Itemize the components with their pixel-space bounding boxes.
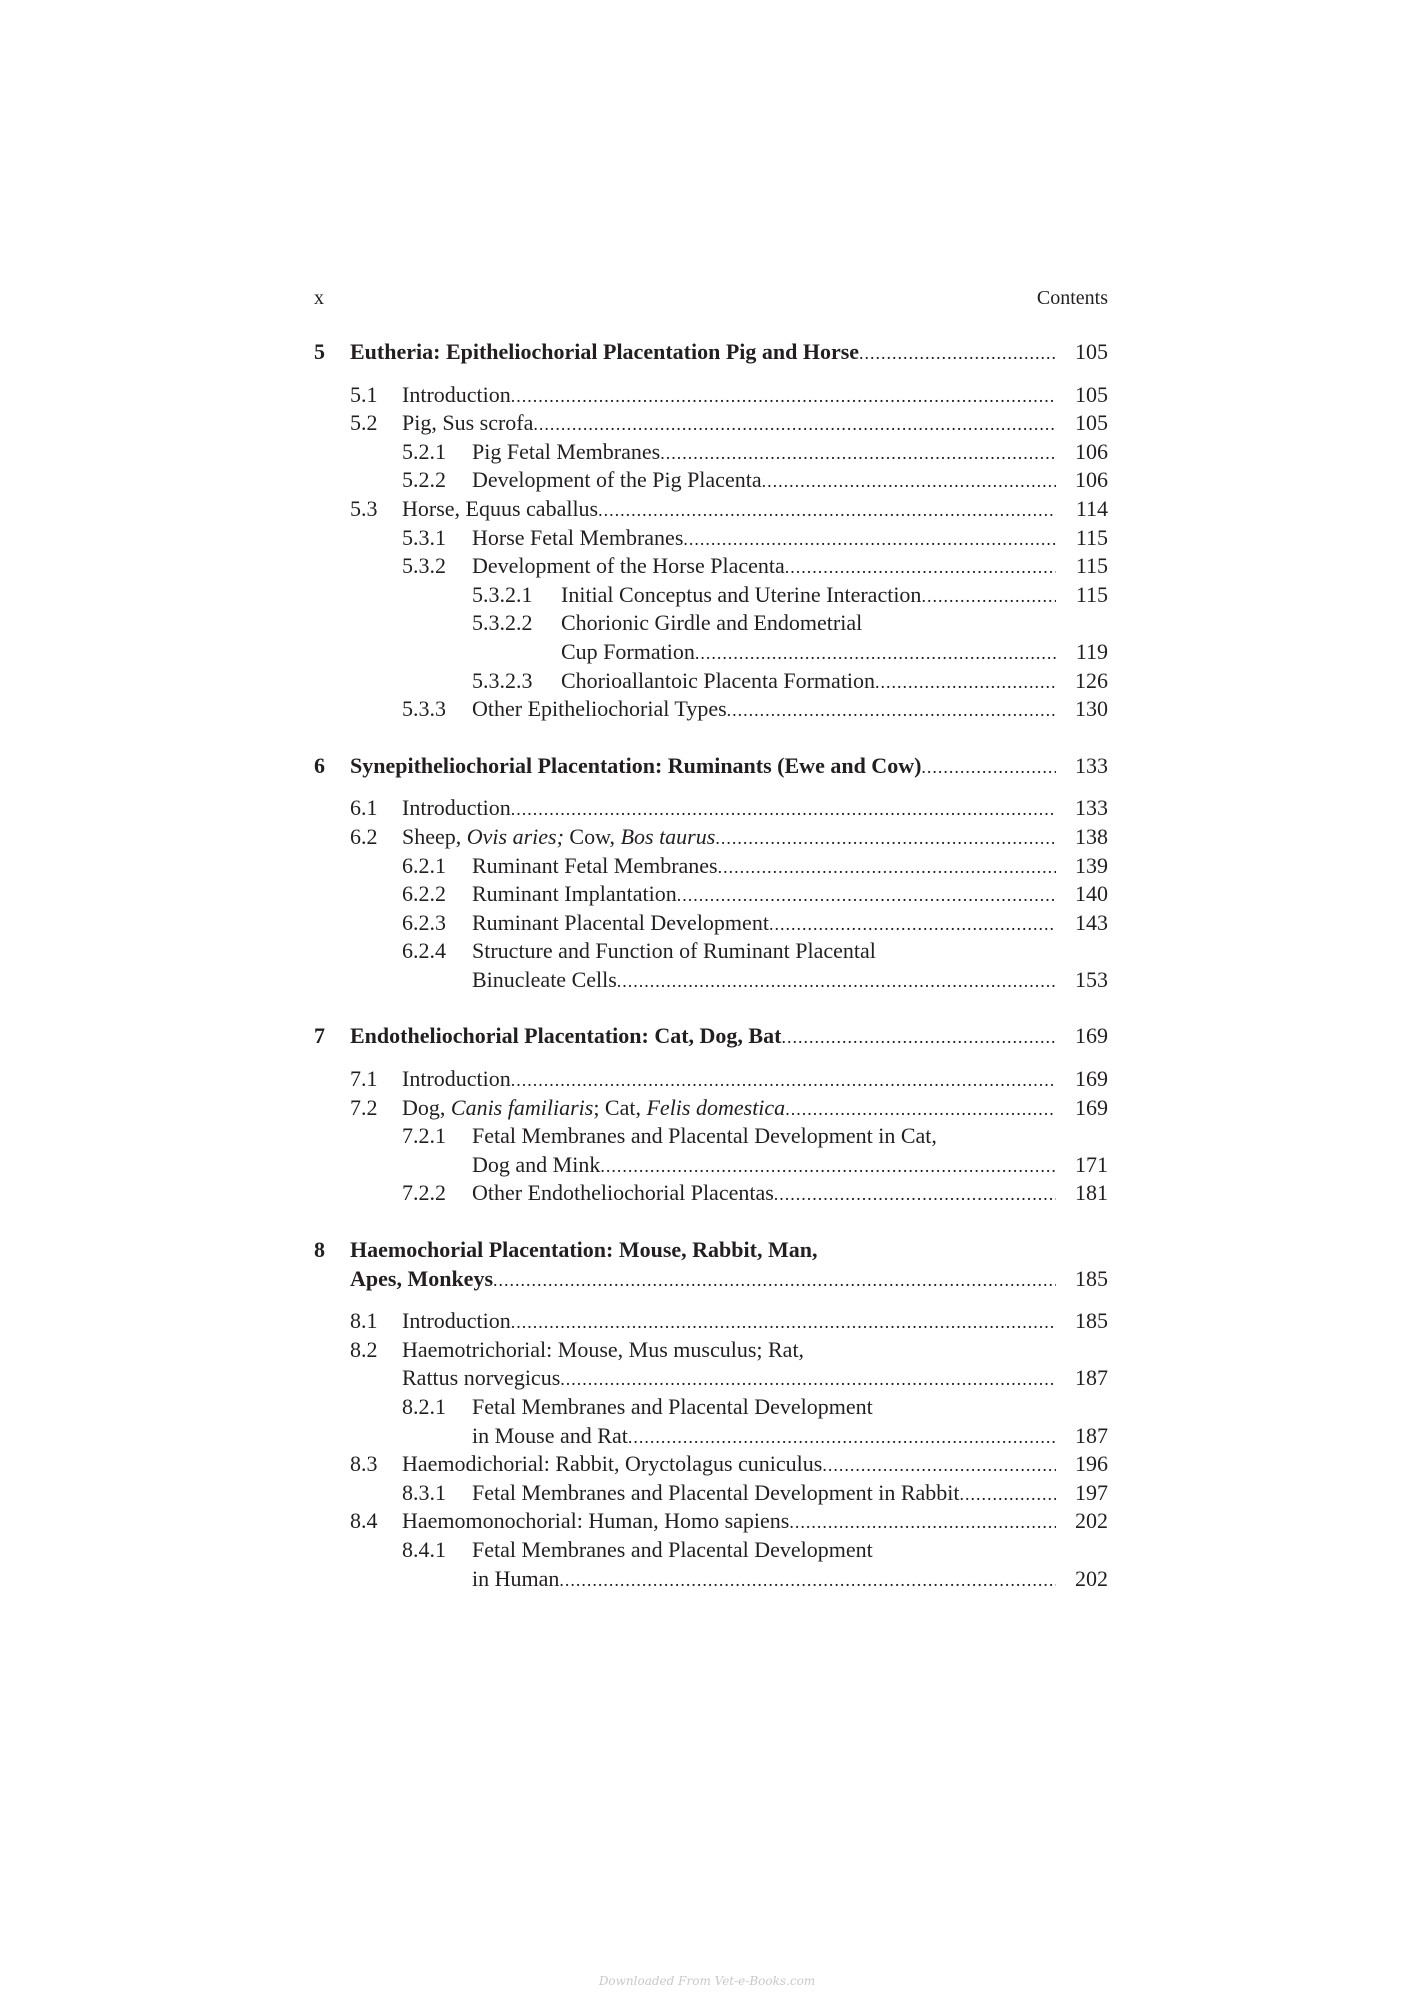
section-title-continued: in Human bbox=[472, 1565, 560, 1591]
leader-dots bbox=[859, 339, 1056, 368]
toc-entry-7-2-1[interactable] bbox=[314, 1122, 1108, 1151]
leader-dots bbox=[781, 1023, 1056, 1052]
toc-entry-7-2-2[interactable] bbox=[314, 1179, 1108, 1208]
leader-dots bbox=[493, 1266, 1056, 1295]
page-ref: 187 bbox=[1075, 1422, 1108, 1448]
page-ref: 138 bbox=[1075, 823, 1108, 849]
section-number: 8.2 bbox=[350, 1336, 378, 1362]
section-title: Haemodichorial: Rabbit, Oryctolagus cuniculus bbox=[402, 1451, 823, 1477]
toc-entry-5-3-2-2-cont[interactable] bbox=[314, 638, 1108, 667]
page-ref: 115 bbox=[1075, 553, 1108, 579]
toc-entry-6-2[interactable] bbox=[314, 823, 1108, 852]
section-number: 6.1 bbox=[350, 795, 378, 821]
section-number: 7.1 bbox=[350, 1066, 378, 1092]
toc-chapter-8-cont[interactable] bbox=[314, 1265, 1108, 1294]
section-title: Development of the Pig Placenta bbox=[472, 467, 762, 493]
leader-dots bbox=[511, 795, 1056, 824]
section-number: 7.2 bbox=[350, 1094, 378, 1120]
toc-entry-5-3-2-2[interactable] bbox=[314, 609, 1108, 638]
section-title: Introduction bbox=[402, 1066, 511, 1092]
page-ref: 185 bbox=[1075, 1308, 1108, 1334]
section-title: Ruminant Placental Development bbox=[472, 909, 769, 935]
page-ref: 140 bbox=[1075, 881, 1108, 907]
page-ref: 185 bbox=[1075, 1265, 1108, 1291]
leader-dots bbox=[600, 1152, 1056, 1181]
toc-entry-6-2-4-cont[interactable] bbox=[314, 966, 1108, 995]
toc-entry-5-2-2[interactable] bbox=[314, 466, 1108, 495]
section-number: 5.2 bbox=[350, 410, 378, 436]
toc-entry-5-3-2[interactable] bbox=[314, 552, 1108, 581]
watermark: Downloaded From Vet-e-Books.com bbox=[598, 1974, 816, 1988]
page-ref: 202 bbox=[1075, 1508, 1108, 1534]
section-number: 5.3.2 bbox=[402, 553, 446, 579]
page-ref: 126 bbox=[1075, 667, 1108, 693]
toc-entry-7-1[interactable] bbox=[314, 1065, 1108, 1094]
toc-entry-7-2-1-cont[interactable] bbox=[314, 1151, 1108, 1180]
page-ref: 153 bbox=[1075, 966, 1108, 992]
toc-entry-5-3-2-1[interactable] bbox=[314, 581, 1108, 610]
page-ref: 119 bbox=[1075, 638, 1108, 664]
leader-dots bbox=[789, 1508, 1056, 1537]
section-number: 8.4 bbox=[350, 1508, 378, 1534]
toc-entry-6-2-4[interactable] bbox=[314, 937, 1108, 966]
section-title-continued: Binucleate Cells bbox=[472, 966, 617, 992]
section-title: Pig, Sus scrofa bbox=[402, 410, 534, 436]
section-number: 8.1 bbox=[350, 1308, 378, 1334]
leader-dots bbox=[921, 582, 1056, 611]
section-title: Haemomonochorial: Human, Homo sapiens bbox=[402, 1508, 790, 1534]
leader-dots bbox=[617, 967, 1056, 996]
section-number: 8.3 bbox=[350, 1451, 378, 1477]
leader-dots bbox=[875, 668, 1056, 697]
leader-dots bbox=[677, 881, 1056, 910]
page-ref: 105 bbox=[1075, 339, 1108, 364]
page-ref: 169 bbox=[1075, 1023, 1108, 1049]
leader-dots bbox=[511, 382, 1056, 411]
section-number: 8.2.1 bbox=[402, 1394, 446, 1419]
section-number: 5.3.2.1 bbox=[472, 581, 533, 607]
leader-dots bbox=[660, 439, 1056, 468]
page-ref: 169 bbox=[1075, 1094, 1108, 1120]
section-title: Development of the Horse Placenta bbox=[472, 553, 785, 579]
section-title: Chorionic Girdle and Endometrial bbox=[561, 610, 863, 636]
section-title: Other Endotheliochorial Placentas bbox=[472, 1180, 774, 1206]
leader-dots bbox=[762, 467, 1056, 496]
section-title: Structure and Function of Ruminant Placental bbox=[472, 938, 876, 964]
section-title-continued: in Mouse and Rat bbox=[472, 1422, 628, 1448]
section-title: Horse Fetal Membranes bbox=[472, 524, 684, 550]
leader-dots bbox=[822, 1451, 1056, 1480]
page-ref: 171 bbox=[1075, 1151, 1108, 1177]
toc-entry-8-1[interactable] bbox=[314, 1307, 1108, 1336]
section-number: 8.4.1 bbox=[402, 1536, 446, 1562]
toc-entry-8-3[interactable] bbox=[314, 1450, 1108, 1479]
page-ref: 133 bbox=[1075, 752, 1108, 778]
toc-entry-8-4-1[interactable] bbox=[314, 1536, 1108, 1565]
page-ref: 105 bbox=[1075, 410, 1108, 436]
leader-dots bbox=[598, 496, 1056, 525]
page-ref: 202 bbox=[1075, 1565, 1108, 1591]
page-ref: 114 bbox=[1075, 495, 1108, 521]
section-title: Other Epitheliochorial Types bbox=[472, 696, 727, 722]
section-number: 6.2.1 bbox=[402, 852, 446, 878]
toc-entry-8-2[interactable] bbox=[314, 1336, 1108, 1365]
section-title: Fetal Membranes and Placental Development in Rabbit bbox=[472, 1479, 960, 1505]
leader-dots bbox=[769, 910, 1056, 939]
chapter-number: 7 bbox=[314, 1023, 325, 1049]
toc-entry-8-2-cont[interactable] bbox=[314, 1364, 1108, 1393]
section-number: 5.2.2 bbox=[402, 467, 446, 493]
leader-dots bbox=[511, 1066, 1056, 1095]
leader-dots bbox=[628, 1423, 1056, 1452]
toc-entry-5-3-2-3[interactable] bbox=[314, 667, 1108, 696]
toc-entry-6-2-1[interactable] bbox=[314, 852, 1108, 881]
toc-entry-6-1[interactable] bbox=[314, 794, 1108, 823]
page-ref: 181 bbox=[1075, 1180, 1108, 1206]
section-title: Fetal Membranes and Placental Development in Cat, bbox=[472, 1123, 937, 1149]
section-title: Horse, Equus caballus bbox=[402, 495, 599, 521]
section-title: Sheep, Ovis aries; Cow, Bos taurus bbox=[402, 823, 716, 849]
page-ref: 187 bbox=[1075, 1365, 1108, 1391]
toc-entry-8-4[interactable] bbox=[314, 1507, 1108, 1536]
section-title: Fetal Membranes and Placental Development bbox=[472, 1536, 873, 1562]
leader-dots bbox=[511, 1308, 1056, 1337]
toc-entry-5-1[interactable] bbox=[314, 381, 1108, 410]
chapter-title: Synepitheliochorial Placentation: Ruminants (Ewe and Cow) bbox=[350, 752, 922, 778]
toc-chapter-6[interactable] bbox=[314, 752, 1108, 781]
chapter-title: Haemochorial Placentation: Mouse, Rabbit, Man, bbox=[350, 1237, 818, 1263]
section-number: 8.3.1 bbox=[402, 1479, 446, 1505]
section-number: 5.1 bbox=[350, 381, 378, 407]
leader-dots bbox=[559, 1566, 1056, 1595]
section-title: Pig Fetal Membranes bbox=[472, 438, 661, 464]
section-number: 5.2.1 bbox=[402, 438, 446, 464]
section-title-continued: Cup Formation bbox=[561, 638, 695, 664]
toc-entry-7-2[interactable] bbox=[314, 1094, 1108, 1123]
section-title: Fetal Membranes and Placental Development bbox=[472, 1394, 873, 1419]
page-ref: 143 bbox=[1075, 909, 1108, 935]
section-title: Haemotrichorial: Mouse, Mus musculus; Rat, bbox=[402, 1336, 805, 1362]
section-number: 7.2.1 bbox=[402, 1123, 446, 1149]
section-title-continued: Rattus norvegicus bbox=[402, 1365, 561, 1391]
leader-dots bbox=[774, 1180, 1056, 1209]
leader-dots bbox=[960, 1480, 1056, 1509]
leader-dots bbox=[560, 1365, 1056, 1394]
toc-entry-6-2-3[interactable] bbox=[314, 909, 1108, 938]
page-ref: 115 bbox=[1075, 581, 1108, 607]
section-title: Chorioallantoic Placenta Formation bbox=[561, 667, 876, 693]
section-number: 5.3.3 bbox=[402, 696, 446, 722]
toc-entry-8-2-1-cont[interactable] bbox=[314, 1422, 1108, 1451]
toc-chapter-7[interactable] bbox=[314, 1022, 1108, 1051]
leader-dots bbox=[683, 525, 1056, 554]
section-number: 7.2.2 bbox=[402, 1180, 446, 1206]
section-title: Introduction bbox=[402, 381, 511, 407]
chapter-number: 5 bbox=[314, 339, 325, 364]
leader-dots bbox=[727, 696, 1056, 725]
table-of-contents bbox=[314, 338, 1108, 1593]
chapter-number: 6 bbox=[314, 752, 325, 778]
section-number: 5.3 bbox=[350, 495, 378, 521]
section-title-continued: Dog and Mink bbox=[472, 1151, 601, 1177]
leader-dots bbox=[695, 639, 1056, 668]
toc-entry-5-3-1[interactable] bbox=[314, 524, 1108, 553]
leader-dots bbox=[785, 1095, 1056, 1124]
toc-entry-8-3-1[interactable] bbox=[314, 1479, 1108, 1508]
toc-entry-5-2[interactable] bbox=[314, 409, 1108, 438]
page-ref: 196 bbox=[1075, 1451, 1108, 1477]
toc-entry-5-3-3[interactable] bbox=[314, 695, 1108, 724]
section-title: Introduction bbox=[402, 1308, 511, 1334]
section-number: 6.2.4 bbox=[402, 938, 446, 964]
toc-chapter-5[interactable] bbox=[314, 338, 1108, 367]
section-title: Dog, Canis familiaris; Cat, Felis domestica bbox=[402, 1094, 786, 1120]
toc-chapter-8[interactable] bbox=[314, 1236, 1108, 1265]
section-title: Introduction bbox=[402, 795, 511, 821]
section-number: 5.3.2.2 bbox=[472, 610, 533, 636]
page-ref: 197 bbox=[1075, 1479, 1108, 1505]
page-ref: 106 bbox=[1075, 467, 1108, 493]
toc-entry-8-2-1[interactable] bbox=[314, 1393, 1108, 1422]
chapter-title: Eutheria: Epitheliochorial Placentation Pig and Horse bbox=[350, 339, 860, 364]
page-number: x bbox=[314, 287, 324, 309]
page-ref: 105 bbox=[1075, 381, 1108, 407]
chapter-number: 8 bbox=[314, 1237, 325, 1263]
running-title: Contents bbox=[1036, 287, 1108, 309]
leader-dots bbox=[718, 853, 1056, 882]
running-header bbox=[314, 287, 1108, 311]
leader-dots bbox=[785, 553, 1056, 582]
page-ref: 106 bbox=[1075, 438, 1108, 464]
page-ref: 130 bbox=[1075, 696, 1108, 722]
leader-dots bbox=[921, 753, 1056, 782]
section-number: 5.3.2.3 bbox=[472, 667, 533, 693]
section-title: Initial Conceptus and Uterine Interaction bbox=[561, 581, 922, 607]
leader-dots bbox=[715, 824, 1056, 853]
page-ref: 133 bbox=[1075, 795, 1108, 821]
leader-dots bbox=[533, 410, 1056, 439]
page-ref: 169 bbox=[1075, 1066, 1108, 1092]
toc-entry-5-2-1[interactable] bbox=[314, 438, 1108, 467]
toc-entry-5-3[interactable] bbox=[314, 495, 1108, 524]
toc-entry-8-4-1-cont[interactable] bbox=[314, 1565, 1108, 1594]
section-number: 6.2.2 bbox=[402, 881, 446, 907]
section-title: Ruminant Implantation bbox=[472, 881, 677, 907]
chapter-title-continued: Apes, Monkeys bbox=[350, 1265, 494, 1291]
toc-entry-6-2-2[interactable] bbox=[314, 880, 1108, 909]
section-number: 6.2 bbox=[350, 823, 378, 849]
section-number: 5.3.1 bbox=[402, 524, 446, 550]
chapter-title: Endotheliochorial Placentation: Cat, Dog, Bat bbox=[350, 1023, 782, 1049]
section-number: 6.2.3 bbox=[402, 909, 446, 935]
page-ref: 139 bbox=[1075, 852, 1108, 878]
page-ref: 115 bbox=[1075, 524, 1108, 550]
section-title: Ruminant Fetal Membranes bbox=[472, 852, 718, 878]
